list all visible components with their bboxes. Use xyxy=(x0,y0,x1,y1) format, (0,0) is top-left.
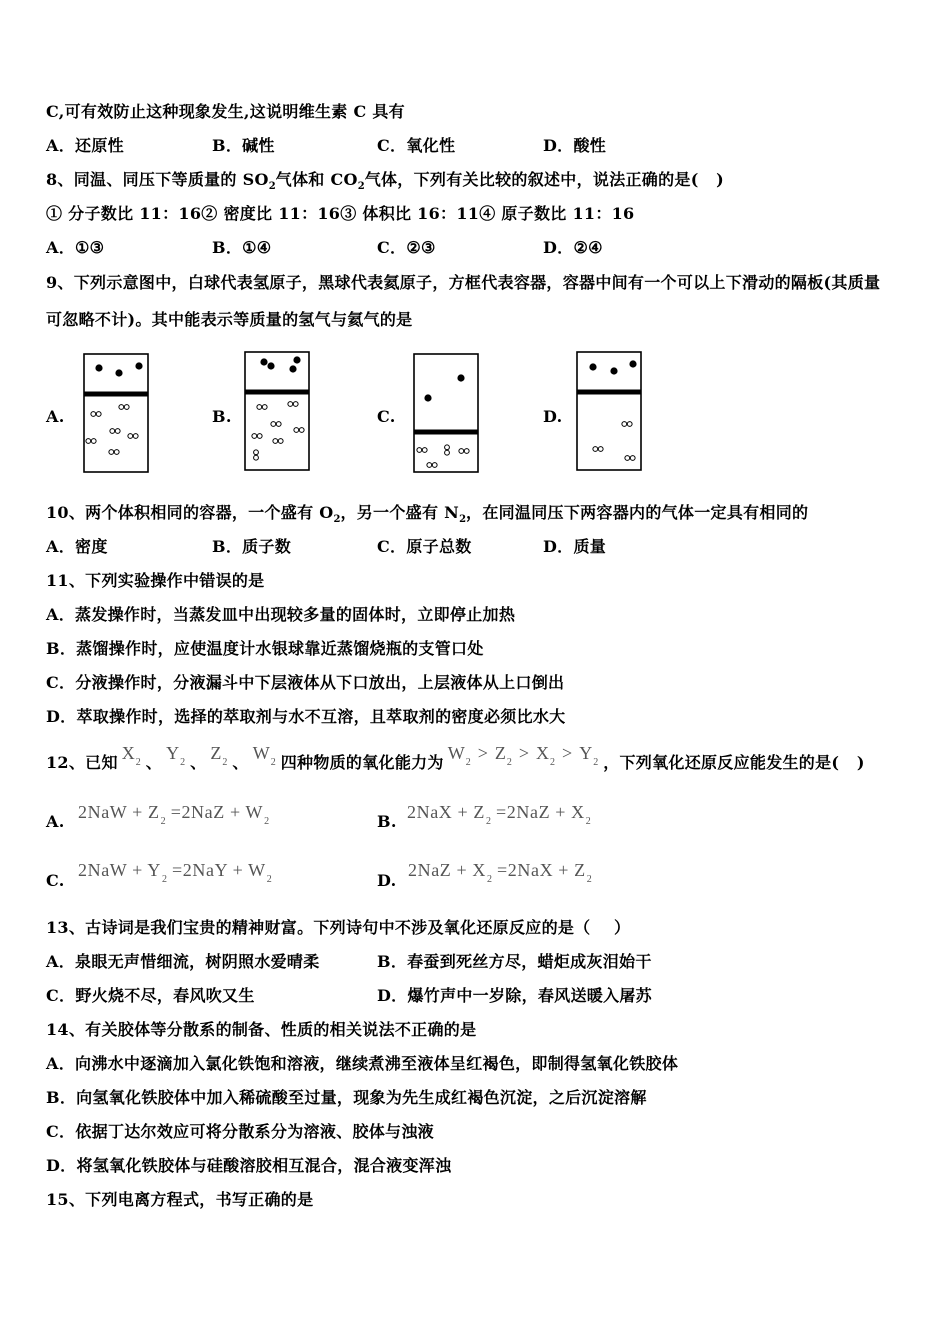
helium-atom xyxy=(267,362,274,369)
equation-part: 2NaW + Y xyxy=(78,860,161,880)
q9-stem-line-2: 可忽略不计)。其中能表示等质量的氢气与氦气的是 xyxy=(46,310,413,329)
hydrogen-atom xyxy=(625,456,630,461)
hydrogen-atom xyxy=(417,448,422,453)
option-text: ①④ xyxy=(242,238,272,257)
option-label: B． xyxy=(377,952,408,971)
q8-stem-part-1: 8、同温、同压下等质量的 SO xyxy=(46,170,269,189)
option-text: 质量 xyxy=(573,537,607,556)
option-text: 爆竹声中一岁除，春风送暖入屠苏 xyxy=(407,986,652,1005)
q13-option-a xyxy=(46,952,320,972)
option-label: D． xyxy=(543,537,574,556)
formula-subscript: 2 xyxy=(465,757,471,768)
option-text: ①③ xyxy=(75,238,105,257)
hydrogen-atom xyxy=(91,412,96,417)
helium-atom xyxy=(457,374,464,381)
q8-stem-part-3: 气体，下列有关比较的叙述中，说法正确的是( ) xyxy=(364,170,725,189)
helium-atom xyxy=(260,358,267,365)
q11-option-d xyxy=(46,707,566,727)
helium-atom xyxy=(289,365,296,372)
hydrogen-atom xyxy=(432,463,437,468)
hydrogen-atom xyxy=(627,422,632,427)
hydrogen-atom xyxy=(622,422,627,427)
hydrogen-atom xyxy=(271,422,276,427)
hydrogen-atom xyxy=(299,428,304,433)
option-label: A． xyxy=(46,605,76,624)
q12-stem xyxy=(46,743,865,776)
q12-option-a-label: A. xyxy=(46,812,65,831)
formula-base: X xyxy=(121,743,135,763)
equation-part: =2NaZ + X xyxy=(490,802,585,822)
hydrogen-atom xyxy=(294,428,299,433)
q8-option-a xyxy=(46,238,104,258)
hydrogen-atom xyxy=(630,456,635,461)
hydrogen-atom xyxy=(114,450,119,455)
separator: 、 xyxy=(232,753,249,772)
separator: 、 xyxy=(190,753,207,772)
q13-option-d xyxy=(377,986,652,1006)
formula-y2 xyxy=(166,743,185,767)
formula-subscript: 2 xyxy=(264,816,270,827)
option-text: 蒸馏操作时，应使温度计水银球靠近蒸馏烧瓶的支管口处 xyxy=(76,639,484,658)
formula-subscript: 2 xyxy=(135,757,141,768)
option-text: 向氢氧化铁胶体中加入稀硫酸至过量，现象为先生成红褐色沉淀，之后沉淀溶解 xyxy=(76,1088,647,1107)
formula-subscript: 2 xyxy=(270,757,276,768)
hydrogen-atom xyxy=(124,405,129,410)
hydrogen-atom xyxy=(110,429,115,434)
helium-atom xyxy=(293,356,300,363)
subscript: 2 xyxy=(333,514,341,525)
q7-option-b xyxy=(212,136,275,156)
hydrogen-atom xyxy=(257,434,262,439)
formula-subscript: 2 xyxy=(161,874,167,885)
option-text: ②④ xyxy=(573,238,603,257)
q12-stem-lead: 12、已知 xyxy=(46,753,118,772)
q12-stem-middle: 四种物质的氧化能力为 xyxy=(280,753,444,772)
formula-z2 xyxy=(210,743,227,767)
option-label: B． xyxy=(212,136,243,155)
formula-subscript: 2 xyxy=(585,816,591,827)
q10-stem xyxy=(46,503,808,526)
hydrogen-atom xyxy=(133,434,138,439)
option-label: D． xyxy=(543,238,574,257)
option-label: C． xyxy=(377,136,407,155)
hydrogen-atom xyxy=(252,434,257,439)
helium-atom xyxy=(115,369,122,376)
hydrogen-atom xyxy=(273,439,278,444)
option-text: 氧化性 xyxy=(406,136,456,155)
option-label: A． xyxy=(46,537,76,556)
option-label: A． xyxy=(46,136,76,155)
hydrogen-atom xyxy=(128,434,133,439)
q12-option-c-label: C. xyxy=(46,871,65,890)
hydrogen-atom xyxy=(288,402,293,407)
greater-than-sign: > xyxy=(518,743,530,763)
option-label: C． xyxy=(377,537,407,556)
q11-option-a xyxy=(46,605,515,625)
helium-atom xyxy=(424,394,431,401)
formula-subscript: 2 xyxy=(222,757,228,768)
option-text: 密度 xyxy=(75,537,108,556)
q12-option-d-label: D. xyxy=(377,871,397,890)
helium-atom xyxy=(610,367,617,374)
option-label: C． xyxy=(377,238,407,257)
hydrogen-atom xyxy=(115,429,120,434)
container-figure-a xyxy=(84,354,148,472)
q11-stem: 11、下列实验操作中错误的是 xyxy=(46,571,265,590)
option-label: C． xyxy=(46,1122,76,1141)
q7-option-c xyxy=(377,136,455,156)
hydrogen-atom xyxy=(464,449,469,454)
container-figure-b xyxy=(245,352,309,470)
greater-than-sign: > xyxy=(562,743,573,763)
subscript: 2 xyxy=(459,514,467,525)
option-text: 蒸发操作时，当蒸发皿中出现较多量的固体时，立即停止加热 xyxy=(75,605,516,624)
equation-part: =2NaZ + W xyxy=(165,802,264,822)
hydrogen-atom xyxy=(96,412,101,417)
hydrogen-atom xyxy=(257,405,262,410)
q7-stem: C,可有效防止这种现象发生,这说明维生素 C 具有 xyxy=(46,102,405,121)
helium-atom xyxy=(629,360,636,367)
q9-figure-label-c: C. xyxy=(377,407,396,426)
option-text: 还原性 xyxy=(75,136,124,155)
option-label: A． xyxy=(46,1054,76,1073)
hydrogen-atom xyxy=(293,402,298,407)
option-text: 野火烧不尽，春风吹又生 xyxy=(75,986,255,1005)
q14-option-d xyxy=(46,1156,451,1176)
option-text: 春蚕到死丝方尽，蜡炬成灰泪始干 xyxy=(407,952,652,971)
hydrogen-atom xyxy=(254,450,259,455)
hydrogen-atom xyxy=(422,448,427,453)
subscript: 2 xyxy=(357,181,365,192)
formula-subscript: 2 xyxy=(550,757,556,768)
option-label: B． xyxy=(212,238,243,257)
option-label: B． xyxy=(212,537,243,556)
hydrogen-atom xyxy=(278,439,283,444)
option-text: 将氢氧化铁胶体与硅酸溶胶相互混合，混合液变浑浊 xyxy=(76,1156,452,1175)
formula-base: X xyxy=(536,743,550,763)
hydrogen-atom xyxy=(119,405,124,410)
option-label: B． xyxy=(46,639,77,658)
q13-option-b xyxy=(377,952,652,972)
q10-option-d xyxy=(543,537,606,557)
formula-x2 xyxy=(122,743,141,767)
helium-atom xyxy=(589,363,596,370)
sliding-partition xyxy=(84,392,148,397)
equation-part: 2NaX + Z xyxy=(407,802,485,822)
sliding-partition xyxy=(414,430,478,435)
q14-stem: 14、有关胶体等分散系的制备、性质的相关说法不正确的是 xyxy=(46,1020,477,1039)
option-label: D． xyxy=(46,1156,77,1175)
formula-subscript: 2 xyxy=(506,757,512,768)
q10-stem-part-3: ，在同温同压下两容器内的气体一定具有相同的 xyxy=(466,503,809,522)
option-text: 向沸水中逐滴加入氯化铁饱和溶液，继续煮沸至液体呈红褐色，即制得氢氧化铁胶体 xyxy=(75,1054,679,1073)
formula-base: Z xyxy=(210,743,222,763)
sliding-partition xyxy=(245,390,309,395)
formula-base: W xyxy=(252,743,270,763)
hydrogen-atom xyxy=(262,405,267,410)
helium-atom xyxy=(95,364,102,371)
formula-base: W xyxy=(447,743,465,763)
q11-option-b xyxy=(46,639,484,659)
q12-option-c-equation xyxy=(78,859,272,885)
q9-figure-label-b: B. xyxy=(212,407,232,426)
q8-stem xyxy=(46,170,724,193)
q10-stem-part-1: 10、两个体积相同的容器，一个盛有 O xyxy=(46,503,334,522)
option-label: B． xyxy=(46,1088,77,1107)
q10-stem-part-2: ，另一个盛有 N xyxy=(340,503,460,522)
sliding-partition xyxy=(577,390,641,395)
option-label: C． xyxy=(46,986,76,1005)
option-text: 泉眼无声惜细流，树阴照水爱晴柔 xyxy=(75,952,320,971)
hydrogen-atom xyxy=(276,422,281,427)
formula-base: Y xyxy=(166,743,180,763)
q8-stem-part-2: 气体和 CO xyxy=(275,170,358,189)
subscript: 2 xyxy=(268,181,276,192)
hydrogen-atom xyxy=(598,447,603,452)
q13-stem: 13、古诗词是我们宝贵的精神财富。下列诗句中不涉及氧化还原反应的是（ ） xyxy=(46,918,631,937)
option-text: 酸性 xyxy=(573,136,607,155)
hydrogen-atom xyxy=(593,447,598,452)
q9-stem-line-1: 9、下列示意图中，白球代表氢原子，黑球代表氦原子，方框代表容器，容器中间有一个可以上下滑动的隔板(其质量 xyxy=(46,273,881,292)
q14-option-a xyxy=(46,1054,678,1074)
equation-part: =2NaX + Z xyxy=(491,860,586,880)
formula-subscript: 2 xyxy=(180,757,186,768)
q10-option-a xyxy=(46,537,108,557)
option-text: 分液操作时，分液漏斗中下层液体从下口放出，上层液体从上口倒出 xyxy=(75,673,565,692)
formula-subscript: 2 xyxy=(586,874,592,885)
hydrogen-atom xyxy=(445,445,450,450)
option-text: 原子总数 xyxy=(406,537,472,556)
greater-than-sign: > xyxy=(477,743,488,763)
q10-option-c xyxy=(377,537,472,557)
hydrogen-atom xyxy=(445,450,450,455)
q11-option-c xyxy=(46,673,564,693)
formula-subscript: 2 xyxy=(160,816,166,827)
option-text: ②③ xyxy=(406,238,436,257)
formula-w2 xyxy=(253,743,276,767)
q14-option-c xyxy=(46,1122,434,1142)
hydrogen-atom xyxy=(109,450,114,455)
hydrogen-atom xyxy=(459,449,464,454)
equation-part: =2NaY + W xyxy=(166,860,266,880)
option-text: 依据丁达尔效应可将分散系分为溶液、胶体与浊液 xyxy=(75,1122,434,1141)
option-label: D． xyxy=(46,707,77,726)
q7-option-a xyxy=(46,136,124,156)
container-figure-c xyxy=(414,354,478,472)
q12-option-d-equation xyxy=(408,859,592,885)
q14-option-b xyxy=(46,1088,647,1108)
hydrogen-atom xyxy=(86,439,91,444)
equation-part: 2NaW + Z xyxy=(78,802,160,822)
option-label: D． xyxy=(543,136,574,155)
q9-container-diagrams xyxy=(0,340,700,480)
q15-stem: 15、下列电离方程式，书写正确的是 xyxy=(46,1190,314,1209)
formula-subscript: 2 xyxy=(485,816,491,827)
helium-atom xyxy=(135,362,142,369)
q7-option-d xyxy=(543,136,606,156)
formula-base: Z xyxy=(494,743,506,763)
formula-subscript: 2 xyxy=(593,757,599,768)
q9-figure-label-d: D. xyxy=(543,407,563,426)
container-box xyxy=(577,352,641,470)
q13-option-c xyxy=(46,986,255,1006)
q8-option-d xyxy=(543,238,603,258)
hydrogen-atom xyxy=(427,463,432,468)
option-label: D． xyxy=(377,986,408,1005)
q12-stem-tail: ，下列氧化还原反应能发生的是( ) xyxy=(603,753,865,772)
hydrogen-atom xyxy=(254,455,259,460)
q8-option-b xyxy=(212,238,271,258)
q8-option-c xyxy=(377,238,436,258)
option-text: 萃取操作时，选择的萃取剂与水不互溶，且萃取剂的密度必须比水大 xyxy=(76,707,566,726)
hydrogen-atom xyxy=(91,439,96,444)
q8-statements: ① 分子数比 11：16② 密度比 11：16③ 体积比 16：11④ 原子数比 11：16 xyxy=(46,204,635,223)
oxidizing-order-formula xyxy=(448,743,598,767)
q12-option-a-equation xyxy=(78,801,269,827)
separator: 、 xyxy=(145,753,163,772)
formula-base: Y xyxy=(579,743,593,763)
formula-subscript: 2 xyxy=(486,874,492,885)
equation-part: 2NaZ + X xyxy=(408,860,486,880)
q10-option-b xyxy=(212,537,291,557)
option-label: A． xyxy=(46,952,76,971)
option-text: 质子数 xyxy=(242,537,292,556)
option-label: C． xyxy=(46,673,76,692)
container-figure-d xyxy=(577,352,641,470)
q12-option-b-equation xyxy=(407,801,591,827)
formula-subscript: 2 xyxy=(266,874,272,885)
option-text: 碱性 xyxy=(242,136,275,155)
q9-figure-label-a: A. xyxy=(46,407,65,426)
option-label: A． xyxy=(46,238,76,257)
q12-option-b-label: B. xyxy=(377,812,397,831)
